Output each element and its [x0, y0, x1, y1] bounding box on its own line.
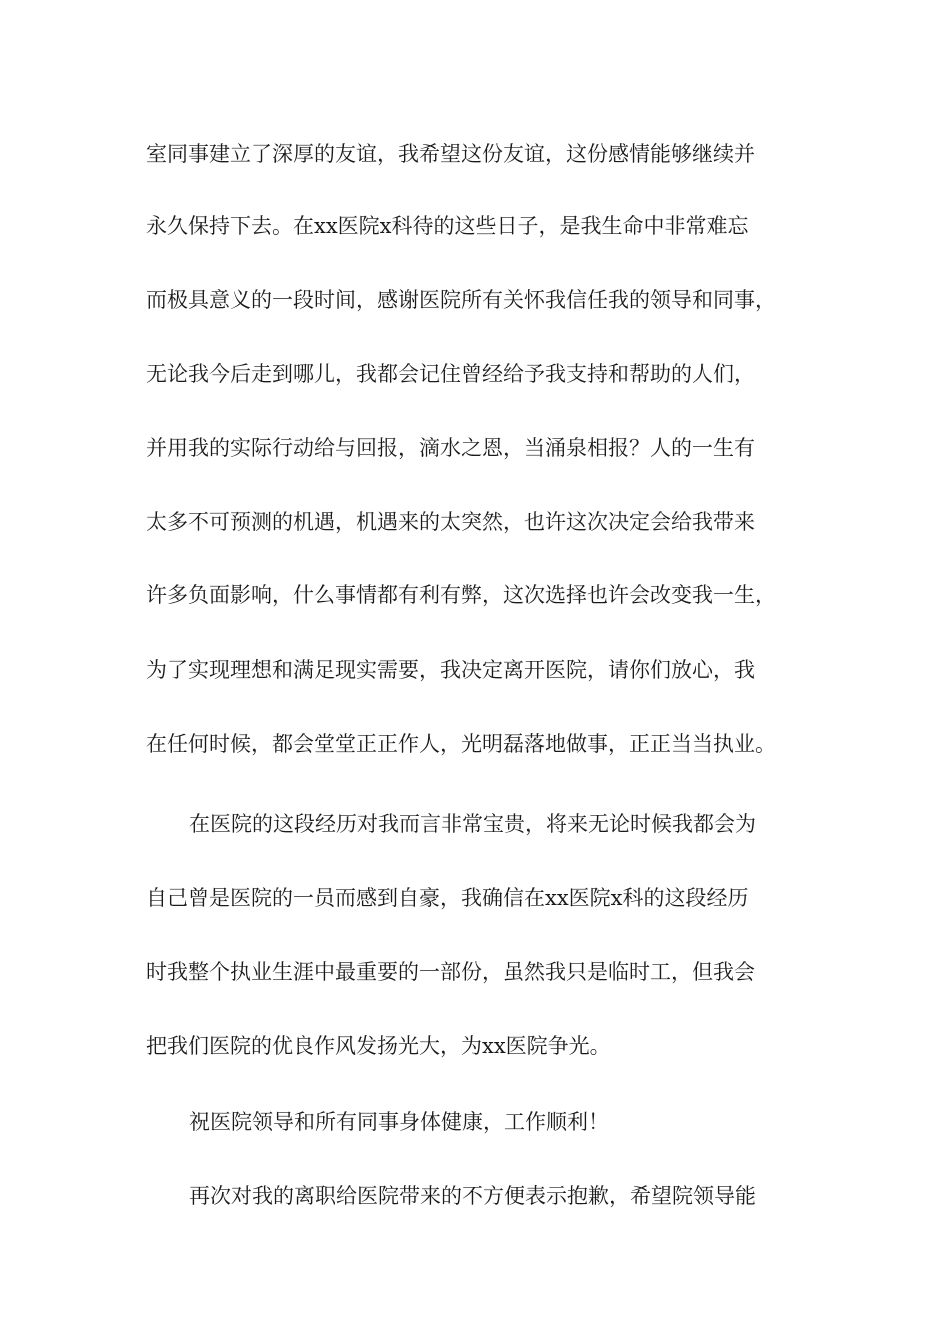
- paragraph-start-line: 再次对我的离职给医院带来的不方便表示抱歉，希望院领导能: [189, 1184, 756, 1208]
- text-line: 永久保持下去。在xx医院x科待的这些日子，是我生命中非常难忘: [146, 214, 749, 238]
- text-line: 把我们医院的优良作风发扬光大，为xx医院争光。: [146, 1034, 611, 1058]
- text-line: 无论我今后走到哪儿，我都会记住曾经给予我支持和帮助的人们，: [146, 362, 755, 386]
- paragraph-start-line: 祝医院领导和所有同事身体健康，工作顺利！: [189, 1110, 609, 1134]
- text-line: 自己曾是医院的一员而感到自豪，我确信在xx医院x科的这段经历: [146, 886, 749, 910]
- text-line: 并用我的实际行动给与回报，滴水之恩，当涌泉相报？人的一生有: [146, 436, 755, 460]
- text-line: 而极具意义的一段时间，感谢医院所有关怀我信任我的领导和同事，: [146, 288, 776, 312]
- text-line: 室同事建立了深厚的友谊，我希望这份友谊，这份感情能够继续并: [146, 142, 755, 166]
- text-line: 时我整个执业生涯中最重要的一部份，虽然我只是临时工，但我会: [146, 960, 755, 984]
- paragraph-start-line: 在医院的这段经历对我而言非常宝贵，将来无论时候我都会为: [189, 812, 756, 836]
- text-line: 太多不可预测的机遇，机遇来的太突然，也许这次决定会给我带来: [146, 510, 755, 534]
- text-line: 为了实现理想和满足现实需要，我决定离开医院，请你们放心，我: [146, 658, 755, 682]
- text-line: 在任何时候，都会堂堂正正作人，光明磊落地做事，正正当当执业。: [146, 732, 776, 756]
- text-line: 许多负面影响，什么事情都有利有弊，这次选择也许会改变我一生，: [146, 583, 776, 607]
